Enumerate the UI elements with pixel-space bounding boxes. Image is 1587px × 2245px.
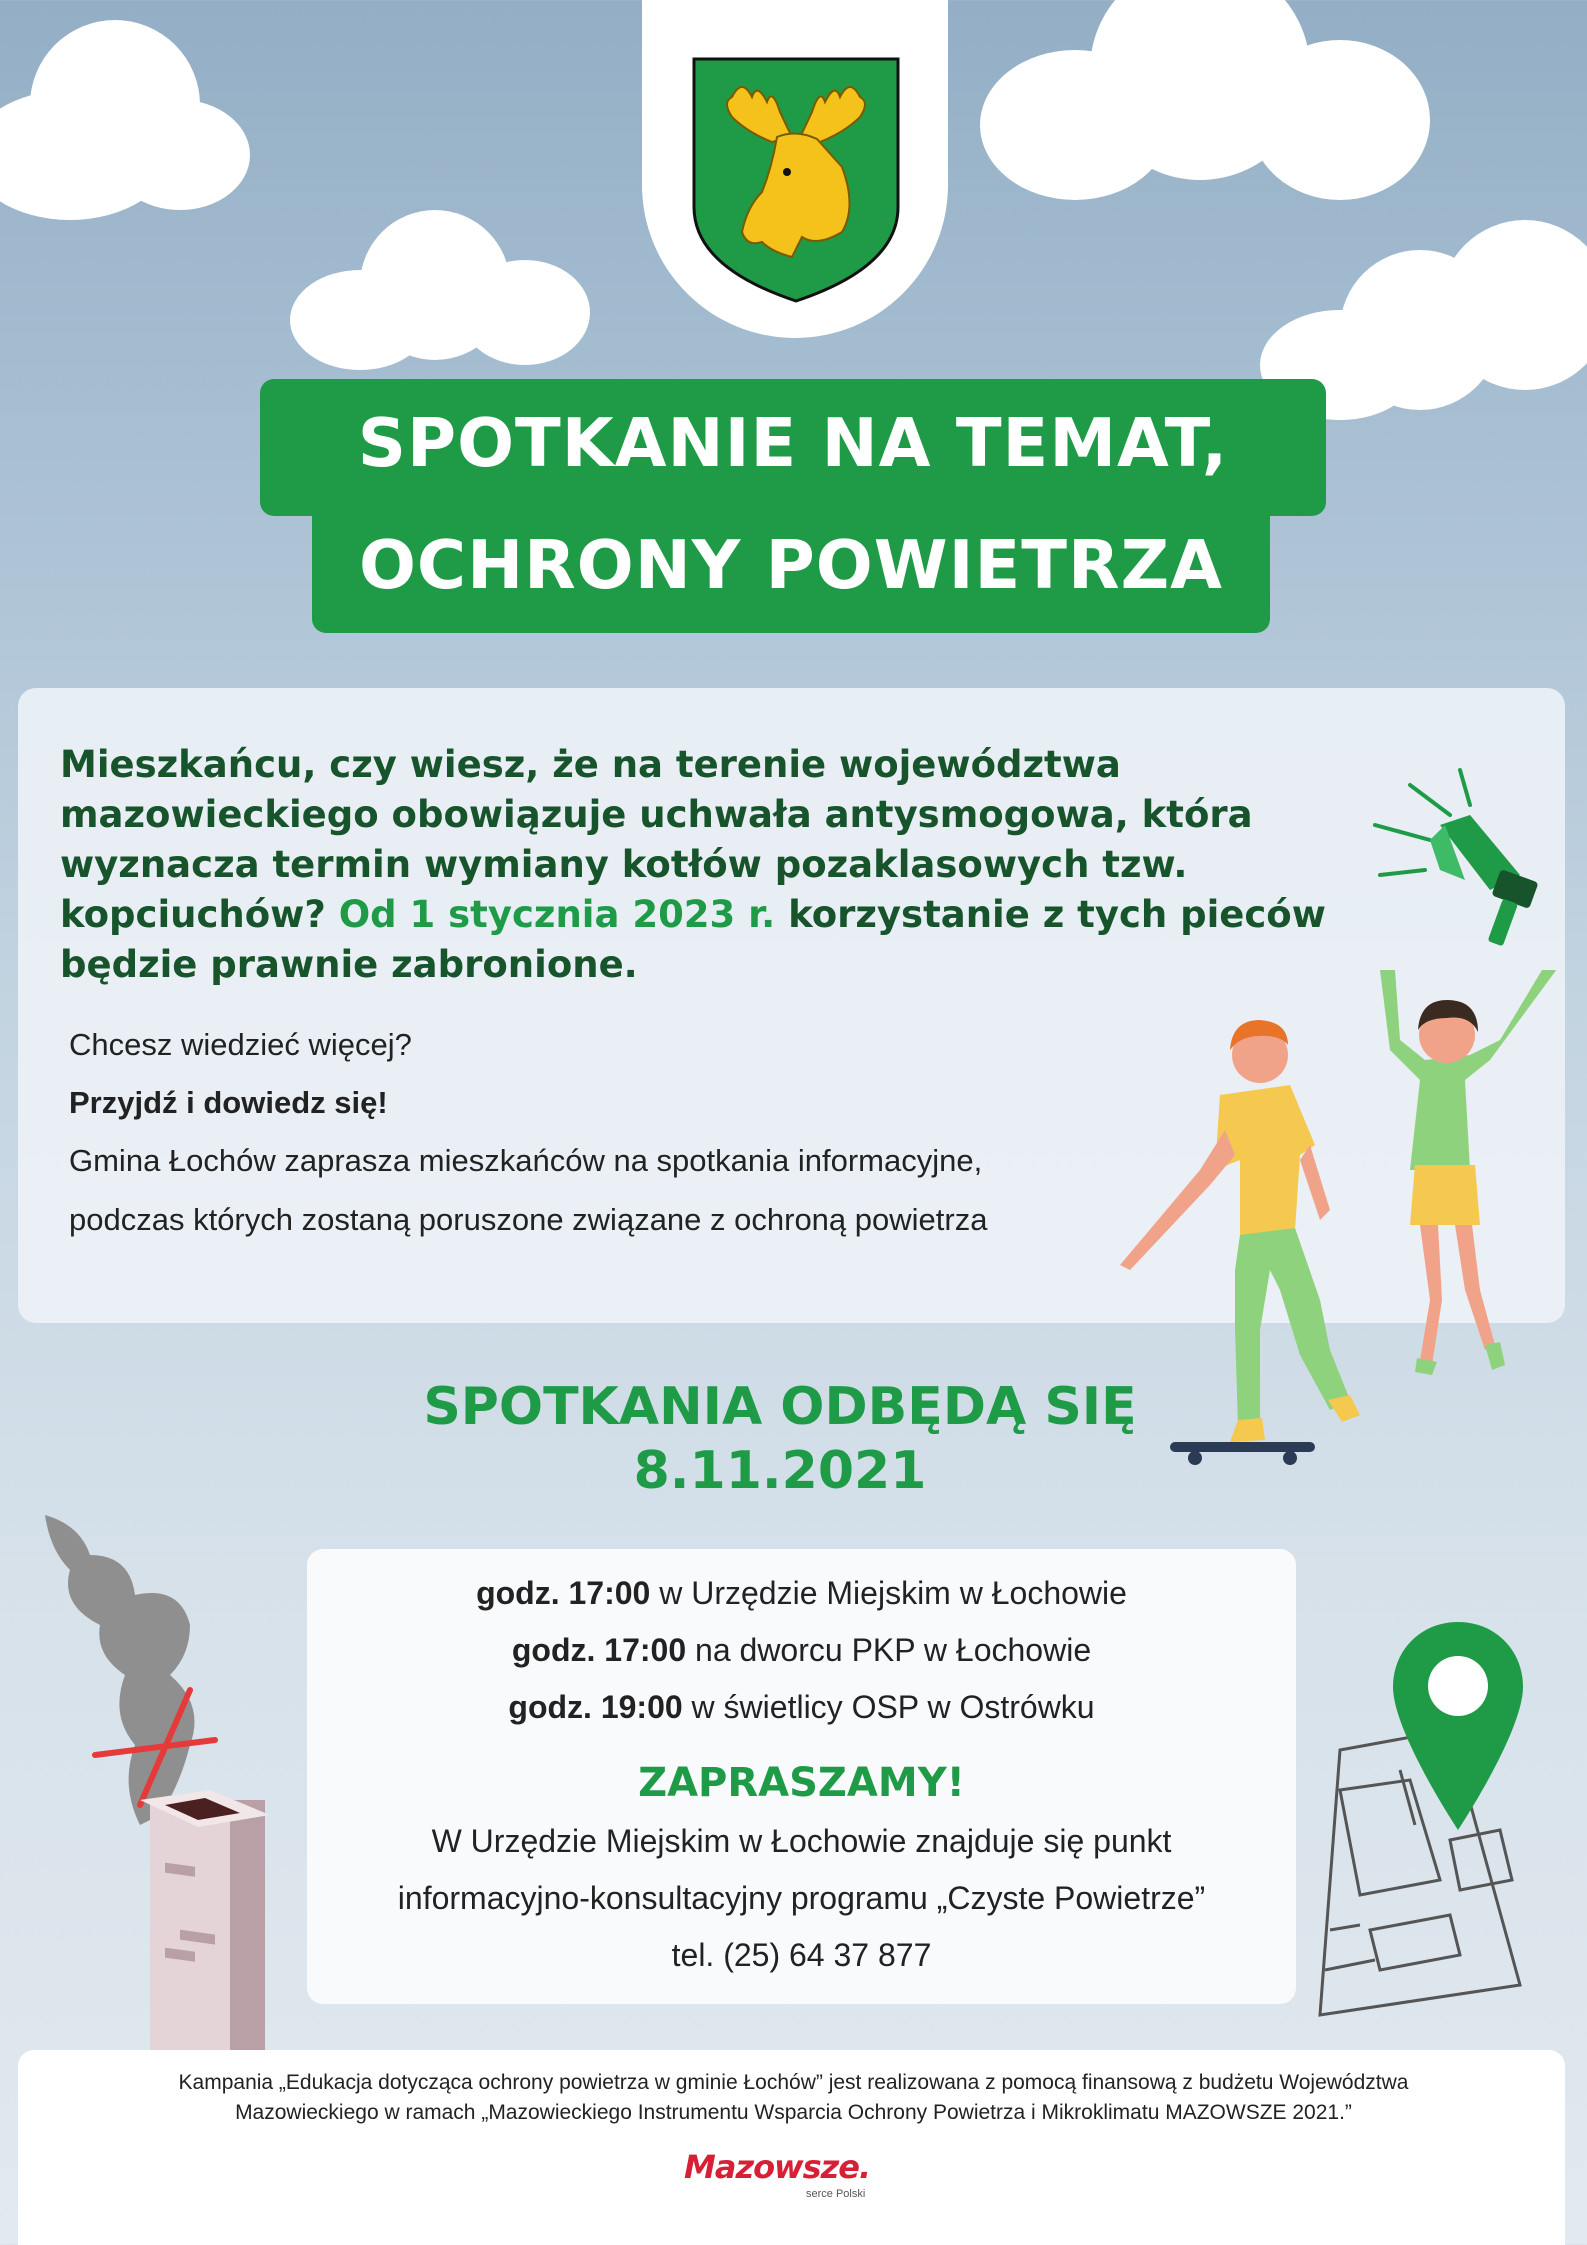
megaphone-icon [1370, 765, 1570, 955]
meeting-item [307, 1575, 1296, 1612]
title-line-1: SPOTKANIE NA TEMAT, [260, 379, 1326, 516]
girl-figure [1380, 970, 1560, 1375]
chimney-icon [40, 1515, 300, 2050]
meeting-time: godz. 17:00 [476, 1575, 651, 1611]
invite-heading: ZAPRASZAMY! [638, 1760, 965, 1806]
footer-line-1: Kampania „Edukacja dotycząca ochrony powietrza w gminie Łochów” jest realizowana z pomocą finansową z budżetu Województwa [178, 2071, 1409, 2094]
info-line-2: informacyjno-konsultacyjny programu „Czyste Powietrze” [397, 1880, 1206, 1916]
invite-line-2: podczas których zostaną poruszone związane z ochroną powietrza [69, 1202, 988, 1237]
intro-part-1: Mieszkańcu, czy wiesz, że na terenie województwa mazowieckiego obowiązuje uchwała antysmogowa, która wyznacza termin wymiany kotłów pozaklasowych tzw. kopciuchów? [60, 743, 1253, 936]
cloud-left [290, 210, 590, 370]
info-line-1: W Urzędzie Miejskim w Łochowie znajduje się punkt [431, 1823, 1172, 1859]
meeting-item [307, 1689, 1296, 1726]
meetings-heading: SPOTKANIA ODBĘDĄ SIĘ [423, 1377, 1137, 1437]
call-to-action: Przyjdź i dowiedz się! [69, 1085, 388, 1120]
title-line-2: OCHRONY POWIETRZA [312, 497, 1270, 633]
coat-of-arms-moose-icon [692, 57, 900, 303]
meetings-heading-block [330, 1375, 1230, 1503]
intro-highlight-date: Od 1 stycznia 2023 r. [338, 893, 776, 936]
meetings-date: 8.11.2021 [633, 1441, 927, 1501]
footer-text [30, 2068, 1557, 2128]
mazowsze-logo-subtext: serce Polski [806, 2188, 866, 2200]
cloud-top-right [980, 0, 1430, 210]
mazowsze-logo: Mazowsze. [684, 2148, 871, 2186]
meeting-time: godz. 17:00 [511, 1632, 687, 1668]
meeting-place: na dworcu PKP w Łochowie [695, 1632, 1092, 1668]
question-text: Chcesz wiedzieć więcej? [69, 1027, 412, 1062]
footer-line-2: Mazowieckiego w ramach „Mazowieckiego Instrumentu Wsparcia Ochrony Powietrza i Mikroklimatu MAZOWSZE 2021.” [235, 2101, 1352, 2124]
intro-part-2: korzystanie z tych pieców będzie prawnie zabronione. [60, 893, 1326, 986]
invite-line-1: Gmina Łochów zaprasza mieszkańców na spotkania informacyjne, [69, 1143, 983, 1178]
meeting-time: godz. 19:00 [508, 1689, 683, 1725]
cloud-top-left [0, 20, 250, 220]
meeting-item [307, 1632, 1296, 1669]
map-pin-icon [1393, 1622, 1523, 1830]
phone-number: tel. (25) 64 37 877 [671, 1937, 932, 1973]
meeting-place: w Urzędzie Miejskim w Łochowie [659, 1575, 1127, 1611]
intro-paragraph [60, 740, 1380, 990]
meeting-place: w świetlicy OSP w Ostrówku [691, 1689, 1095, 1725]
